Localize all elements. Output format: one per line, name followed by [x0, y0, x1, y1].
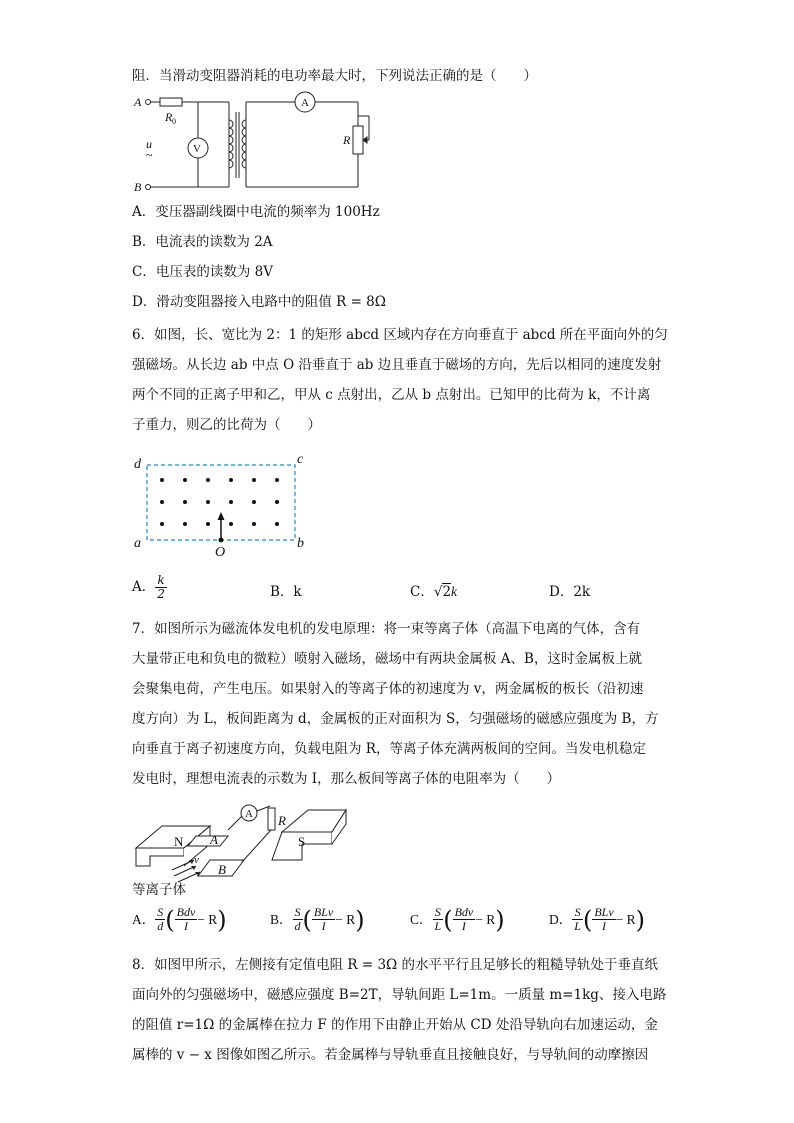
q7-option-c: C． $\frac{S}{L}$ ( $\frac{\text{Bdv}}{I}$ − R ): [410, 905, 505, 934]
magnet-N: N: [174, 834, 184, 849]
q7-option-b: B． $\frac{S}{d}$ ( $\frac{\text{BLv}}{I}$ − R ): [270, 905, 365, 934]
q7-line-6: 发电时，理想电流表的示数为 I，那么板间等离子体的电阻率为（ ）: [132, 771, 561, 787]
ammeter-label: A: [301, 97, 309, 109]
q7-option-d: D． $\frac{S}{L}$ ( $\frac{\text{BLv}}{I}$ − R ): [549, 905, 646, 934]
point-O: O: [215, 545, 226, 560]
q6-line-4: 子重力，则乙的比荷为（ ）: [132, 417, 321, 433]
q5-option-c: C．电压表的读数为 8V: [132, 264, 273, 280]
q6-line-3: 两个不同的正离子甲和乙，甲从 c 点射出，乙从 b 点射出。已知甲的比荷为 k，不计离: [132, 387, 651, 403]
q8-line-1: 8．如图甲所示，左侧接有定值电阻 R = 3Ω 的水平平行且足够长的粗糙导轨处于垂直纸: [132, 957, 659, 973]
q7-figure-caption: 等离子体: [132, 882, 186, 898]
q6-magnetic-field-figure: [132, 452, 312, 562]
q6-option-a: A． $\frac{k}{2}$: [132, 573, 165, 601]
corner-a: a: [134, 536, 141, 551]
q6-option-d: D．2k: [549, 584, 591, 600]
q8-line-2: 面向外的匀强磁场中，磁感应强度 B=2T，导轨间距 L=1m。一质量 m=1kg、接入电路: [132, 987, 667, 1003]
label-v: v: [194, 854, 199, 866]
q7-line-4: 度方向）为 L，板间距离为 d，金属板的正对面积为 S，匀强磁场的磁感应强度为 B，方: [132, 711, 659, 727]
q6-line-2: 强磁场。从长边 ab 中点 O 沿垂直于 ab 边且垂直于磁场的方向，先后以相同的速度发射: [132, 357, 662, 373]
q7-mhd-generator-figure: [132, 800, 352, 885]
voltmeter-label: V: [193, 143, 201, 155]
q7-option-a: A． $\frac{S}{d}$ ( $\frac{\text{Bdv}}{I}$ − R ): [132, 905, 227, 934]
q7-line-5: 向垂直于离子初速度方向，负载电阻为 R，等离子体充满两板间的空间。当发电机稳定: [132, 741, 646, 757]
q5-text-tail: 阻．当滑动变阻器消耗的电功率最大时，下列说法正确的是（ ）: [132, 68, 537, 84]
plate-B: B: [218, 862, 226, 877]
q5-option-d: D．滑动变阻器接入电路中的阻值 R = 8Ω: [132, 294, 386, 310]
q5-option-b: B．电流表的读数为 2A: [132, 234, 273, 250]
q6-option-b: B．k: [270, 584, 302, 600]
label-R: R: [343, 133, 351, 147]
corner-d: d: [134, 457, 141, 472]
q5-circuit-diagram: [132, 92, 372, 192]
label-R: R: [278, 813, 286, 828]
q5-option-a: A．变压器副线圈中电流的频率为 100Hz: [132, 204, 380, 220]
q7-line-1: 7．如图所示为磁流体发电机的发电原理：将一束等离子体（高温下电离的气体，含有: [132, 621, 641, 637]
plate-A: A: [210, 832, 218, 847]
label-R0: R: [165, 110, 173, 124]
ammeter-label: A: [245, 808, 253, 820]
q7-line-3: 会聚集电荷，产生电压。如果射入的等离子体的初速度为 v，两金属板的板长（沿初速: [132, 681, 644, 697]
q8-line-4: 属棒的 v − x 图像如图乙所示。若金属棒与导轨垂直且接触良好，与导轨间的动摩擦因: [132, 1047, 649, 1063]
corner-c: c: [297, 452, 304, 467]
label-A: A: [134, 95, 142, 109]
q7-line-2: 大量带正电和负电的微粒）喷射入磁场，磁场中有两块金属板 A、B，这时金属板上就: [132, 651, 642, 667]
q6-line-1: 6．如图，长、宽比为 2：1 的矩形 abcd 区域内存在方向垂直于 abcd 所在平面向外的匀: [132, 327, 668, 343]
corner-b: b: [297, 536, 304, 551]
label-u: u: [146, 137, 152, 151]
magnet-S: S: [298, 834, 306, 849]
label-B: B: [134, 180, 142, 194]
label-R0-sub: 0: [172, 117, 176, 126]
label-tilde: ~: [146, 148, 153, 162]
q8-line-3: 的阻值 r=1Ω 的金属棒在拉力 F 的作用下由静止开始从 CD 处沿导轨向右加速运动，金: [132, 1017, 658, 1033]
q6-option-c: C．√2k: [410, 584, 458, 600]
